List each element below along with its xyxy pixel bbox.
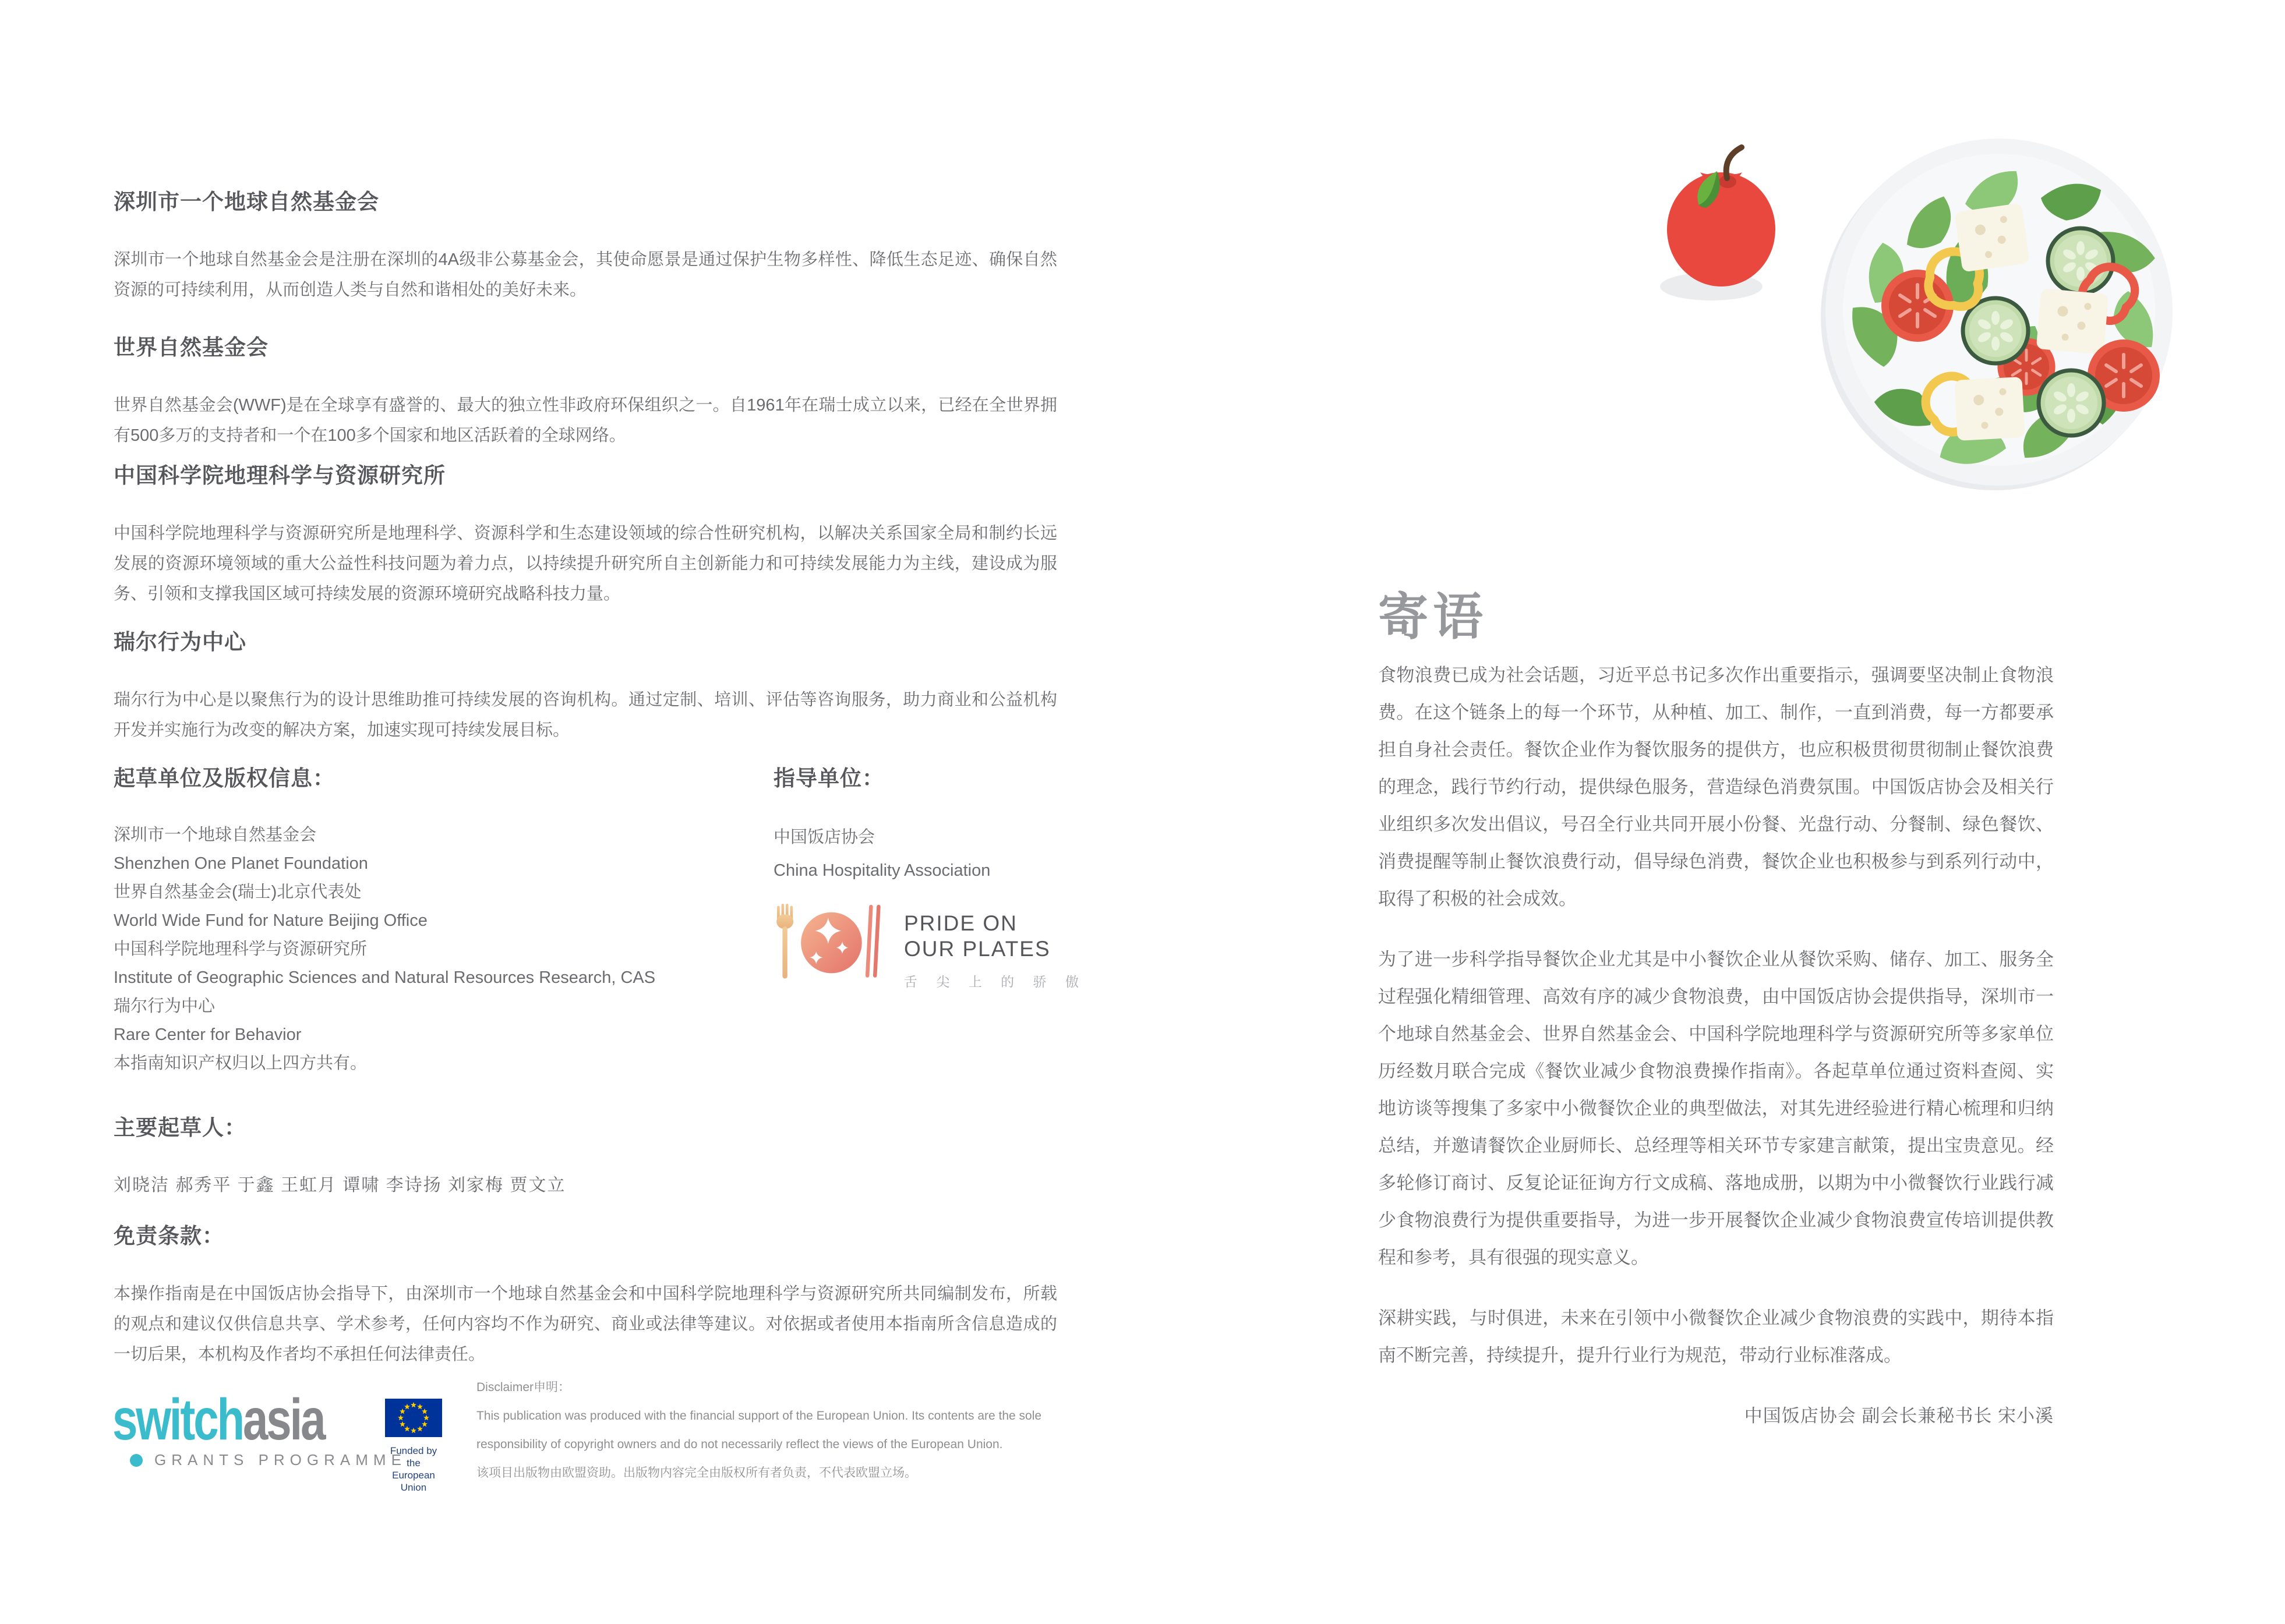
copyright-note: 本指南知识产权归以上四方共有。 bbox=[114, 1054, 368, 1073]
section-heading: 深圳市一个地球自然基金会 bbox=[114, 190, 379, 214]
drafting-unit-line: World Wide Fund for Nature Beijing Office bbox=[114, 911, 428, 930]
switch-asia-tagline-row bbox=[112, 1451, 407, 1469]
section-igsnrr bbox=[114, 458, 1057, 609]
pride-plate-logo-icon bbox=[774, 903, 888, 984]
guidance-unit-block bbox=[774, 760, 1146, 887]
drafting-unit-line: 中国科学院地理科学与资源研究所 bbox=[114, 940, 368, 958]
chopsticks-icon bbox=[866, 905, 881, 978]
foreword-paragraph: 深耕实践，与时俱进，未来在引领中小微餐饮企业减少食物浪费的实践中，期待本指南不断完善，持续提升，提升行业行为规范，带动行业标准落成。 bbox=[1378, 1308, 2054, 1365]
cucumber-slice-icon bbox=[2039, 370, 2104, 436]
liability-body: 本操作指南是在中国饭店协会指导下，由深圳市一个地球自然基金会和中国科学院地理科学与资源研究所共同编制发布，所载的观点和建议仅供信息共享、学术参考，任何内容均不作为研究、商业或法律等建议。对依据或者使用本指南所含信息造成的一切后果，本机构及作者均不承担任何法律责任。 bbox=[114, 1285, 1057, 1364]
guidance-unit-heading: 指导单位： bbox=[774, 766, 884, 790]
pride-on-our-plates-logo bbox=[774, 903, 1086, 990]
foreword-paragraph: 食物浪费已成为社会话题，习近平总书记多次作出重要指示，强调要坚决制止食物浪费。在这个链条上的每一个环节，从种植、加工、制作，一直到消费，每一方都要承担自身社会责任。餐饮企业作为餐饮服务的提供方，也应积极贯彻贯彻制止餐饮浪费的理念，践行节约行动，提供绿色服务，营造绿色消费氛围。中国饭店协会及相关行业组织多次发出倡议，号召全行业共同开展小份餐、光盘行动、分餐制、绿色餐饮、消费提醒等制止餐饮浪费行动，倡导绿色消费，餐饮企业也积极参与到系列行动中，取得了积极的社会成效。 bbox=[1378, 665, 2054, 909]
section-heading: 世界自然基金会 bbox=[114, 335, 269, 359]
page-title: 寄语 bbox=[1378, 589, 1488, 645]
cucumber-slice-icon bbox=[2048, 228, 2113, 293]
switch-asia-wordmark bbox=[112, 1387, 342, 1452]
cheese-cube-icon bbox=[1954, 377, 2025, 441]
eu-flag-icon bbox=[385, 1399, 442, 1437]
section-wwf bbox=[114, 330, 1057, 451]
switch-asia-word-asia: asia bbox=[243, 1387, 324, 1452]
section-body: 中国科学院地理科学与资源研究所是地理科学、资源科学和生态建设领域的综合性研究机构，以解决关系国家全局和制约长远发展的资源环境领域的重大公益性科技问题为着力点，以持续提升研究所自主创新能力和可持续发展能力为主线，建设成为服务、引领和支撑我国区域可持续发展的资源环境研究战略科技力量。 bbox=[114, 524, 1057, 603]
pride-logo-line1: PRIDE ON bbox=[904, 911, 1018, 935]
section-body: 瑞尔行为中心是以聚焦行为的设计思维助推可持续发展的咨询机构。通过定制、培训、评估等咨询服务，助力商业和公益机构开发并实施行为改变的解决方案，加速实现可持续发展目标。 bbox=[114, 691, 1057, 740]
drafting-unit-line: 世界自然基金会(瑞士)北京代表处 bbox=[114, 883, 362, 901]
salad-plate-icon bbox=[1820, 134, 2178, 493]
foreword-paragraph: 为了进一步科学指导餐饮企业尤其是中小餐饮企业从餐饮采购、储存、加工、服务全过程强化精细管理、高效有序的减少食物浪费，由中国饭店协会提供指导，深圳市一个地球自然基金会、世界自然基金会、中国科学院地理科学与资源研究所等多家单位历经数月联合完成《餐饮业减少食物浪费操作指南》。各起草单位通过资料查阅、实地访谈等搜集了多家中小微餐饮企业的典型做法，对其先进经验进行精心梳理和归纳总结，并邀请餐饮企业厨师长、总经理等相关环节专家建言献策，提出宝贵意见。经多轮修订商讨、反复论证征询方行文成稿、落地成册，以期为中小微餐饮行业践行减少食物浪费行为提供重要指导，为进一步开展餐饮企业减少食物浪费宣传培训提供教程和参考，具有很强的现实意义。 bbox=[1378, 949, 2054, 1268]
switch-asia-tagline: GRANTS PROGRAMME bbox=[154, 1451, 407, 1469]
eu-caption-line1: Funded by the bbox=[390, 1445, 437, 1469]
switch-asia-dot-icon bbox=[130, 1454, 143, 1467]
drafting-units-heading: 起草单位及版权信息： bbox=[114, 766, 335, 790]
funding-disclaimer-line: This publication was produced with the financial support of the European Union. Its contents are the sole bbox=[476, 1409, 1042, 1423]
foreword-body bbox=[1378, 657, 2054, 1435]
funding-disclaimer-heading: Disclaimer申明： bbox=[476, 1381, 571, 1394]
apple-icon bbox=[1659, 137, 1781, 306]
pride-logo-text bbox=[904, 903, 1086, 990]
liability-block bbox=[114, 1218, 1057, 1370]
authors-block bbox=[114, 1110, 1057, 1196]
switch-asia-logo bbox=[112, 1387, 407, 1469]
drafting-unit-line: 深圳市一个地球自然基金会 bbox=[114, 826, 317, 844]
cucumber-slice-icon bbox=[1963, 298, 2028, 363]
pride-logo-subtitle: 舌 尖 上 的 骄 傲 bbox=[904, 974, 1086, 989]
section-body: 深圳市一个地球自然基金会是注册在深圳的4A级非公募基金会，其使命愿景是通过保护生物多样性、降低生态足迹、确保自然资源的可持续利用，从而创造人类与自然和谐相处的美好未来。 bbox=[114, 250, 1057, 299]
section-heading: 瑞尔行为中心 bbox=[114, 630, 246, 654]
drafting-unit-line: Shenzhen One Planet Foundation bbox=[114, 854, 368, 873]
eu-caption bbox=[383, 1445, 444, 1494]
switch-asia-word-switch: switch bbox=[112, 1387, 243, 1452]
pride-logo-line2: OUR PLATES bbox=[904, 937, 1051, 961]
guidance-org-cn: 中国饭店协会 bbox=[774, 828, 875, 847]
signature: 中国饭店协会 副会长兼秘书长 宋小溪 bbox=[1744, 1406, 2054, 1426]
drafting-unit-line: Institute of Geographic Sciences and Natural Resources Research, CAS bbox=[114, 968, 656, 987]
funding-disclaimer-line: 该项目出版物由欧盟资助。出版物内容完全由版权所有者负责，不代表欧盟立场。 bbox=[476, 1466, 917, 1480]
authors-heading: 主要起草人： bbox=[114, 1116, 246, 1140]
salad-plate-illustration bbox=[1820, 134, 2178, 496]
drafting-unit-line: Rare Center for Behavior bbox=[114, 1025, 302, 1044]
drafting-units-block bbox=[114, 760, 766, 1078]
guidance-org-en: China Hospitality Association bbox=[774, 861, 991, 880]
section-one-planet-foundation bbox=[114, 184, 1057, 305]
funding-disclaimer-block bbox=[476, 1373, 1071, 1487]
authors-names: 刘晓洁 郝秀平 于鑫 王虹月 谭啸 李诗扬 刘家梅 贾文立 bbox=[114, 1176, 566, 1195]
cheese-cube-icon bbox=[1954, 203, 2029, 272]
liability-heading: 免责条款： bbox=[114, 1224, 224, 1248]
section-rare-center bbox=[114, 624, 1057, 745]
section-heading: 中国科学院地理科学与资源研究所 bbox=[114, 464, 446, 487]
fork-icon bbox=[776, 904, 793, 979]
drafting-unit-line: 瑞尔行为中心 bbox=[114, 997, 216, 1016]
plate-icon bbox=[801, 912, 862, 974]
section-body: 世界自然基金会(WWF)是在全球享有盛誉的、最大的独立性非政府环保组织之一。自1961年在瑞士成立以来，已经在全世界拥有500多万的支持者和一个在100多个国家和地区活跃着的全球网络。 bbox=[114, 396, 1057, 445]
eu-funding-block bbox=[383, 1399, 444, 1494]
eu-caption-line2: European Union bbox=[392, 1470, 435, 1493]
funding-disclaimer-line: responsibility of copyright owners and do not necessarily reflect the views of the European Union. bbox=[476, 1438, 1003, 1451]
cheese-cube-icon bbox=[2036, 288, 2109, 355]
apple-illustration bbox=[1659, 137, 1781, 309]
